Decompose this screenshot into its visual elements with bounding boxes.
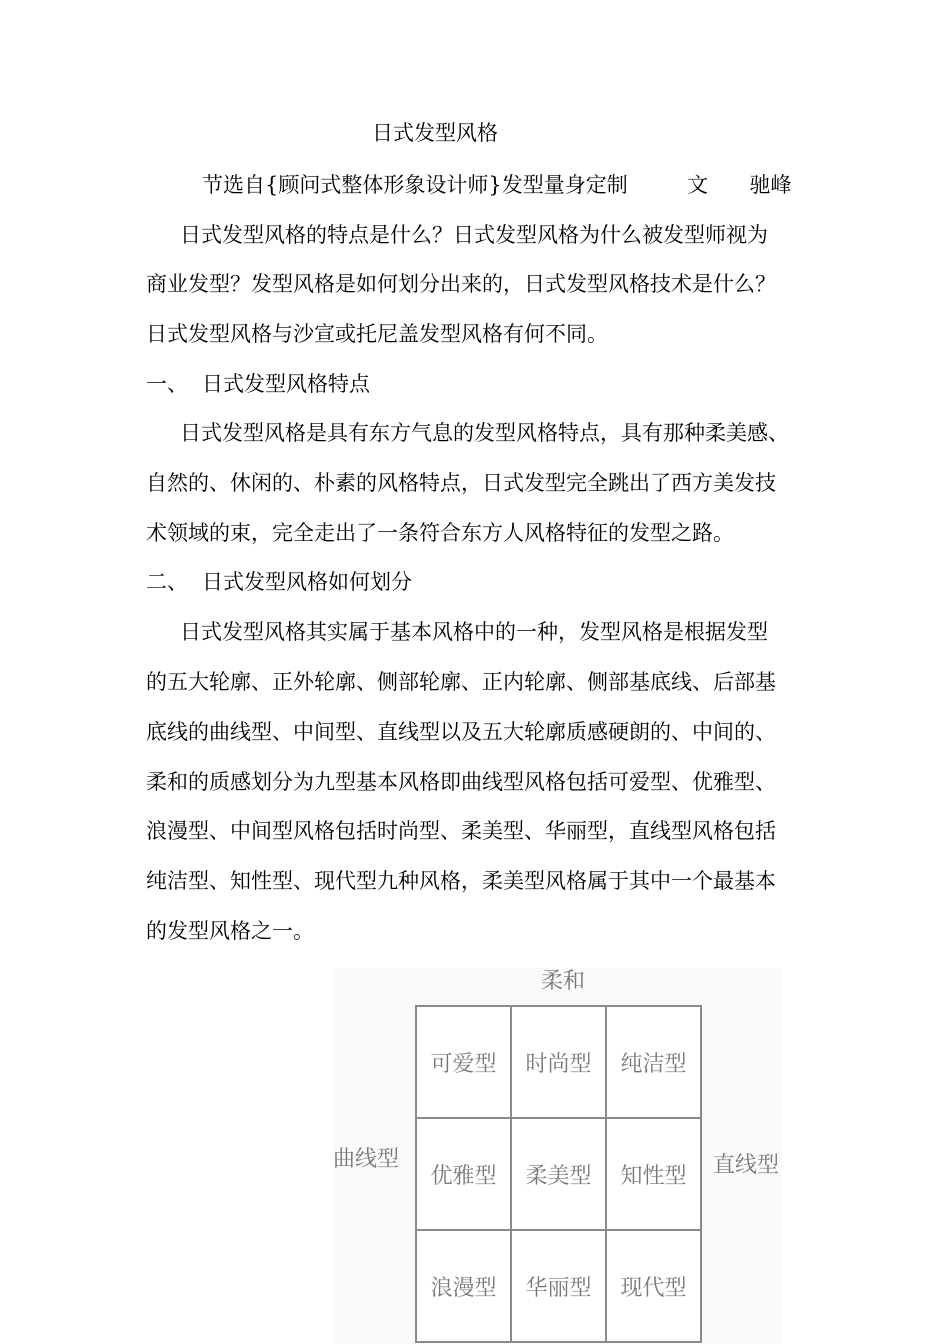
section-2-line-1: 日式发型风格其实属于基本风格中的一种，发型风格是根据发型	[180, 620, 768, 644]
byline-author-label: 文	[687, 173, 709, 197]
style-cell-pure: 纯洁型	[607, 1007, 702, 1119]
figure-left-label: 曲线型	[333, 1147, 400, 1172]
section-2-number: 二、	[146, 570, 188, 594]
figure-top-label: 柔和	[541, 969, 586, 994]
intro-line-2: 商业发型？发型风格是如何划分出来的，日式发型风格技术是什么？	[146, 272, 776, 296]
page-title: 日式发型风格	[372, 121, 498, 145]
style-matrix-grid	[415, 1005, 702, 1343]
section-1-line-3: 术领域的束，完全走出了一条符合东方人风格特征的发型之路。	[146, 521, 734, 545]
section-2-title: 日式发型风格如何划分	[202, 570, 412, 594]
byline-author: 驰峰	[749, 173, 792, 197]
style-matrix-figure	[333, 968, 782, 1344]
figure-right-label: 直线型	[713, 1153, 780, 1178]
section-1-number: 一、	[146, 372, 188, 396]
section-2-line-7: 的发型风格之一。	[146, 919, 314, 943]
section-2-line-4: 柔和的质感划分为九型基本风格即曲线型风格包括可爱型、优雅型、	[146, 770, 776, 794]
section-2-line-5: 浪漫型、中间型风格包括时尚型、柔美型、华丽型，直线型风格包括	[146, 819, 776, 843]
style-cell-romantic: 浪漫型	[417, 1231, 512, 1343]
byline-source: 节选自{顾问式整体形象设计师}发型量身定制	[202, 173, 628, 197]
style-cell-elegant: 优雅型	[417, 1119, 512, 1231]
style-cell-modern: 现代型	[607, 1231, 702, 1343]
section-2-heading	[0, 567, 870, 597]
section-1-heading	[0, 369, 870, 399]
style-cell-cute: 可爱型	[417, 1007, 512, 1119]
style-cell-gorgeous: 华丽型	[512, 1231, 607, 1343]
section-1-title: 日式发型风格特点	[202, 372, 370, 396]
section-2-line-2: 的五大轮廓、正外轮廓、侧部轮廓、正内轮廓、侧部基底线、后部基	[146, 670, 776, 694]
section-2-line-6: 纯洁型、知性型、现代型九种风格，柔美型风格属于其中一个最基本	[146, 869, 776, 893]
byline	[202, 170, 791, 200]
style-cell-fashion: 时尚型	[512, 1007, 607, 1119]
intro-line-3: 日式发型风格与沙宣或托尼盖发型风格有何不同。	[146, 322, 608, 346]
style-cell-intellectual: 知性型	[607, 1119, 702, 1231]
style-cell-soft: 柔美型	[512, 1119, 607, 1231]
section-1-line-2: 自然的、休闲的、朴素的风格特点，日式发型完全跳出了西方美发技	[146, 471, 776, 495]
section-1-line-1: 日式发型风格是具有东方气息的发型风格特点，具有那种柔美感、	[180, 421, 789, 445]
intro-line-1: 日式发型风格的特点是什么？日式发型风格为什么被发型师视为	[180, 223, 768, 247]
section-2-line-3: 底线的曲线型、中间型、直线型以及五大轮廓质感硬朗的、中间的、	[146, 720, 776, 744]
